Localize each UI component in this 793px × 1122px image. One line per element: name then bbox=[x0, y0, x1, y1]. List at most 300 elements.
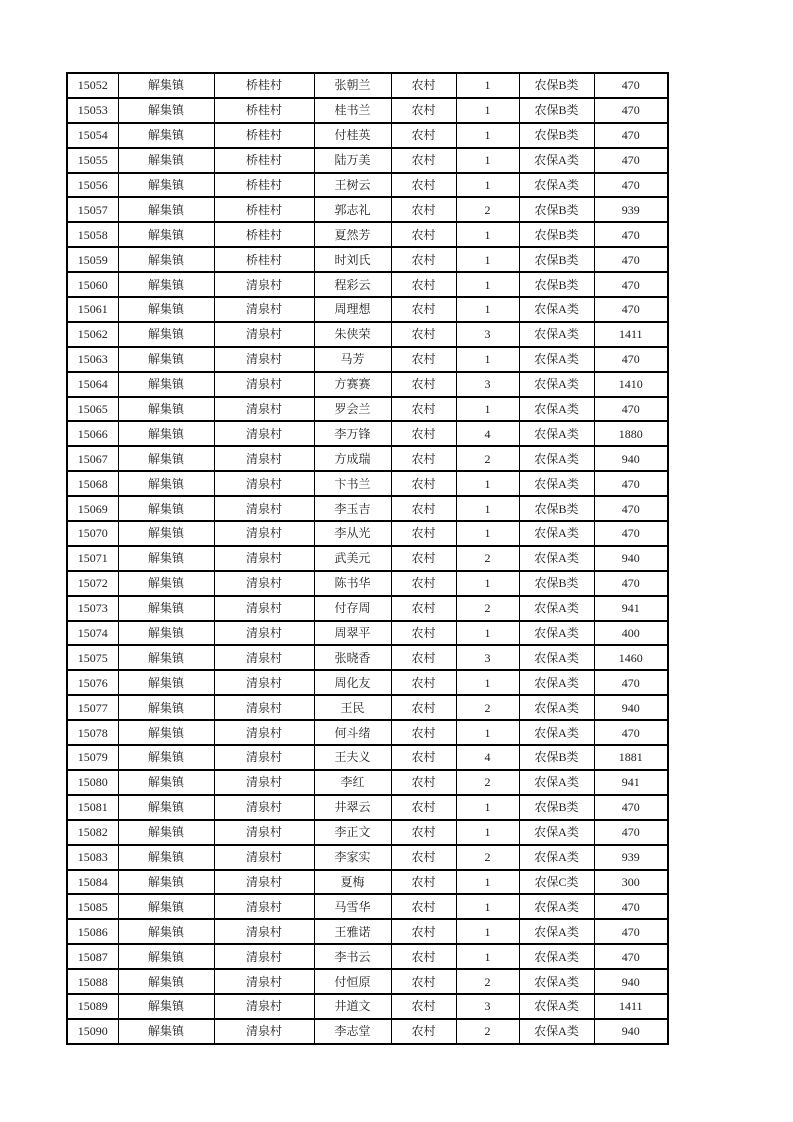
cell-record-id: 15057 bbox=[67, 197, 118, 222]
table-row bbox=[67, 98, 668, 123]
cell-record-id: 15054 bbox=[67, 123, 118, 148]
cell-person-count: 1 bbox=[456, 894, 519, 919]
cell-person-count: 1 bbox=[456, 98, 519, 123]
cell-person-count: 3 bbox=[456, 645, 519, 670]
table-row bbox=[67, 521, 668, 546]
cell-record-id: 15069 bbox=[67, 496, 118, 521]
cell-village: 清泉村 bbox=[214, 745, 314, 770]
cell-residence-type: 农村 bbox=[391, 247, 456, 272]
cell-insurance-category: 农保A类 bbox=[519, 546, 594, 571]
cell-insurance-category: 农保C类 bbox=[519, 870, 594, 895]
cell-person-name: 武美元 bbox=[314, 546, 391, 571]
cell-town: 解集镇 bbox=[118, 571, 214, 596]
cell-town: 解集镇 bbox=[118, 870, 214, 895]
cell-person-name: 王夫义 bbox=[314, 745, 391, 770]
cell-residence-type: 农村 bbox=[391, 845, 456, 870]
cell-person-name: 李红 bbox=[314, 770, 391, 795]
cell-record-id: 15055 bbox=[67, 148, 118, 173]
cell-residence-type: 农村 bbox=[391, 894, 456, 919]
cell-person-count: 1 bbox=[456, 173, 519, 198]
cell-village: 清泉村 bbox=[214, 272, 314, 297]
cell-insurance-category: 农保A类 bbox=[519, 521, 594, 546]
cell-village: 清泉村 bbox=[214, 695, 314, 720]
cell-person-count: 1 bbox=[456, 521, 519, 546]
cell-town: 解集镇 bbox=[118, 421, 214, 446]
table-row bbox=[67, 621, 668, 646]
cell-person-name: 李志堂 bbox=[314, 1019, 391, 1044]
cell-person-name: 陈书华 bbox=[314, 571, 391, 596]
cell-person-count: 1 bbox=[456, 944, 519, 969]
cell-town: 解集镇 bbox=[118, 770, 214, 795]
cell-record-id: 15062 bbox=[67, 322, 118, 347]
table-row bbox=[67, 795, 668, 820]
cell-town: 解集镇 bbox=[118, 745, 214, 770]
cell-amount: 939 bbox=[594, 197, 668, 222]
cell-insurance-category: 农保A类 bbox=[519, 770, 594, 795]
table-row bbox=[67, 272, 668, 297]
cell-insurance-category: 农保A类 bbox=[519, 1019, 594, 1044]
cell-insurance-category: 农保B类 bbox=[519, 197, 594, 222]
cell-residence-type: 农村 bbox=[391, 695, 456, 720]
cell-person-count: 2 bbox=[456, 845, 519, 870]
cell-village: 清泉村 bbox=[214, 870, 314, 895]
cell-town: 解集镇 bbox=[118, 695, 214, 720]
cell-record-id: 15076 bbox=[67, 670, 118, 695]
cell-amount: 470 bbox=[594, 471, 668, 496]
cell-village: 清泉村 bbox=[214, 347, 314, 372]
cell-village: 桥桂村 bbox=[214, 197, 314, 222]
table-row bbox=[67, 571, 668, 596]
cell-amount: 470 bbox=[594, 820, 668, 845]
cell-residence-type: 农村 bbox=[391, 297, 456, 322]
cell-residence-type: 农村 bbox=[391, 720, 456, 745]
cell-amount: 939 bbox=[594, 845, 668, 870]
cell-insurance-category: 农保B类 bbox=[519, 745, 594, 770]
cell-person-count: 4 bbox=[456, 745, 519, 770]
cell-record-id: 15089 bbox=[67, 994, 118, 1019]
cell-residence-type: 农村 bbox=[391, 173, 456, 198]
cell-amount: 470 bbox=[594, 944, 668, 969]
cell-amount: 940 bbox=[594, 969, 668, 994]
cell-town: 解集镇 bbox=[118, 272, 214, 297]
cell-town: 解集镇 bbox=[118, 372, 214, 397]
cell-person-name: 王树云 bbox=[314, 173, 391, 198]
cell-record-id: 15079 bbox=[67, 745, 118, 770]
table-row bbox=[67, 148, 668, 173]
cell-residence-type: 农村 bbox=[391, 621, 456, 646]
cell-town: 解集镇 bbox=[118, 944, 214, 969]
cell-person-count: 1 bbox=[456, 297, 519, 322]
cell-record-id: 15063 bbox=[67, 347, 118, 372]
cell-town: 解集镇 bbox=[118, 919, 214, 944]
cell-residence-type: 农村 bbox=[391, 322, 456, 347]
cell-insurance-category: 农保A类 bbox=[519, 919, 594, 944]
cell-amount: 470 bbox=[594, 173, 668, 198]
cell-person-name: 王雅诺 bbox=[314, 919, 391, 944]
cell-town: 解集镇 bbox=[118, 446, 214, 471]
table-row bbox=[67, 471, 668, 496]
cell-town: 解集镇 bbox=[118, 969, 214, 994]
cell-insurance-category: 农保A类 bbox=[519, 944, 594, 969]
cell-village: 清泉村 bbox=[214, 621, 314, 646]
table-row bbox=[67, 446, 668, 471]
cell-village: 清泉村 bbox=[214, 471, 314, 496]
cell-residence-type: 农村 bbox=[391, 471, 456, 496]
cell-town: 解集镇 bbox=[118, 621, 214, 646]
cell-person-count: 4 bbox=[456, 421, 519, 446]
cell-record-id: 15058 bbox=[67, 222, 118, 247]
cell-insurance-category: 农保B类 bbox=[519, 73, 594, 98]
cell-record-id: 15067 bbox=[67, 446, 118, 471]
cell-record-id: 15060 bbox=[67, 272, 118, 297]
cell-residence-type: 农村 bbox=[391, 870, 456, 895]
cell-person-count: 1 bbox=[456, 795, 519, 820]
cell-insurance-category: 农保A类 bbox=[519, 720, 594, 745]
cell-person-count: 1 bbox=[456, 222, 519, 247]
cell-person-count: 1 bbox=[456, 919, 519, 944]
cell-residence-type: 农村 bbox=[391, 944, 456, 969]
cell-amount: 470 bbox=[594, 347, 668, 372]
cell-amount: 470 bbox=[594, 98, 668, 123]
cell-residence-type: 农村 bbox=[391, 197, 456, 222]
table-row bbox=[67, 870, 668, 895]
cell-person-name: 陆万美 bbox=[314, 148, 391, 173]
table-row bbox=[67, 894, 668, 919]
cell-amount: 470 bbox=[594, 720, 668, 745]
cell-amount: 941 bbox=[594, 770, 668, 795]
cell-amount: 470 bbox=[594, 397, 668, 422]
cell-amount: 400 bbox=[594, 621, 668, 646]
cell-person-name: 井道文 bbox=[314, 994, 391, 1019]
cell-person-name: 夏然芳 bbox=[314, 222, 391, 247]
cell-person-count: 1 bbox=[456, 571, 519, 596]
cell-town: 解集镇 bbox=[118, 645, 214, 670]
cell-record-id: 15085 bbox=[67, 894, 118, 919]
cell-amount: 300 bbox=[594, 870, 668, 895]
cell-residence-type: 农村 bbox=[391, 994, 456, 1019]
cell-village: 桥桂村 bbox=[214, 98, 314, 123]
cell-village: 清泉村 bbox=[214, 720, 314, 745]
cell-amount: 470 bbox=[594, 247, 668, 272]
cell-record-id: 15075 bbox=[67, 645, 118, 670]
cell-amount: 1881 bbox=[594, 745, 668, 770]
cell-village: 清泉村 bbox=[214, 297, 314, 322]
cell-amount: 470 bbox=[594, 894, 668, 919]
cell-residence-type: 农村 bbox=[391, 222, 456, 247]
cell-person-count: 1 bbox=[456, 397, 519, 422]
table-row bbox=[67, 845, 668, 870]
table-row bbox=[67, 397, 668, 422]
table-row bbox=[67, 247, 668, 272]
cell-record-id: 15052 bbox=[67, 73, 118, 98]
cell-person-count: 1 bbox=[456, 148, 519, 173]
cell-person-name: 周翠平 bbox=[314, 621, 391, 646]
cell-record-id: 15088 bbox=[67, 969, 118, 994]
cell-residence-type: 农村 bbox=[391, 919, 456, 944]
cell-village: 清泉村 bbox=[214, 894, 314, 919]
cell-town: 解集镇 bbox=[118, 173, 214, 198]
cell-residence-type: 农村 bbox=[391, 645, 456, 670]
cell-town: 解集镇 bbox=[118, 994, 214, 1019]
cell-person-count: 1 bbox=[456, 870, 519, 895]
cell-village: 清泉村 bbox=[214, 446, 314, 471]
cell-insurance-category: 农保A类 bbox=[519, 695, 594, 720]
table-row bbox=[67, 73, 668, 98]
cell-residence-type: 农村 bbox=[391, 795, 456, 820]
cell-person-name: 方赛赛 bbox=[314, 372, 391, 397]
cell-town: 解集镇 bbox=[118, 148, 214, 173]
cell-person-count: 2 bbox=[456, 695, 519, 720]
cell-person-name: 方成瑞 bbox=[314, 446, 391, 471]
cell-village: 清泉村 bbox=[214, 521, 314, 546]
cell-residence-type: 农村 bbox=[391, 272, 456, 297]
cell-village: 清泉村 bbox=[214, 845, 314, 870]
cell-town: 解集镇 bbox=[118, 546, 214, 571]
cell-record-id: 15053 bbox=[67, 98, 118, 123]
table-row bbox=[67, 546, 668, 571]
cell-record-id: 15072 bbox=[67, 571, 118, 596]
cell-town: 解集镇 bbox=[118, 471, 214, 496]
cell-person-name: 付恒原 bbox=[314, 969, 391, 994]
cell-town: 解集镇 bbox=[118, 98, 214, 123]
cell-person-name: 周理想 bbox=[314, 297, 391, 322]
cell-town: 解集镇 bbox=[118, 720, 214, 745]
cell-person-name: 桂书兰 bbox=[314, 98, 391, 123]
cell-insurance-category: 农保A类 bbox=[519, 446, 594, 471]
cell-village: 清泉村 bbox=[214, 397, 314, 422]
cell-person-count: 2 bbox=[456, 1019, 519, 1044]
cell-insurance-category: 农保A类 bbox=[519, 596, 594, 621]
cell-amount: 940 bbox=[594, 546, 668, 571]
cell-village: 清泉村 bbox=[214, 322, 314, 347]
cell-town: 解集镇 bbox=[118, 521, 214, 546]
cell-person-count: 1 bbox=[456, 73, 519, 98]
cell-record-id: 15059 bbox=[67, 247, 118, 272]
cell-insurance-category: 农保A类 bbox=[519, 994, 594, 1019]
cell-person-count: 1 bbox=[456, 496, 519, 521]
cell-person-count: 2 bbox=[456, 546, 519, 571]
cell-amount: 1410 bbox=[594, 372, 668, 397]
cell-record-id: 15084 bbox=[67, 870, 118, 895]
cell-town: 解集镇 bbox=[118, 894, 214, 919]
cell-amount: 470 bbox=[594, 297, 668, 322]
table-row bbox=[67, 919, 668, 944]
cell-person-count: 2 bbox=[456, 197, 519, 222]
cell-record-id: 15056 bbox=[67, 173, 118, 198]
cell-amount: 941 bbox=[594, 596, 668, 621]
cell-town: 解集镇 bbox=[118, 297, 214, 322]
cell-person-name: 李万锋 bbox=[314, 421, 391, 446]
cell-village: 清泉村 bbox=[214, 670, 314, 695]
cell-insurance-category: 农保A类 bbox=[519, 148, 594, 173]
cell-amount: 940 bbox=[594, 695, 668, 720]
cell-town: 解集镇 bbox=[118, 795, 214, 820]
cell-village: 桥桂村 bbox=[214, 73, 314, 98]
cell-village: 清泉村 bbox=[214, 1019, 314, 1044]
cell-amount: 1880 bbox=[594, 421, 668, 446]
table-row bbox=[67, 720, 668, 745]
cell-insurance-category: 农保B类 bbox=[519, 496, 594, 521]
cell-town: 解集镇 bbox=[118, 322, 214, 347]
cell-record-id: 15083 bbox=[67, 845, 118, 870]
cell-insurance-category: 农保A类 bbox=[519, 820, 594, 845]
cell-person-count: 1 bbox=[456, 471, 519, 496]
cell-residence-type: 农村 bbox=[391, 347, 456, 372]
cell-person-name: 马芳 bbox=[314, 347, 391, 372]
cell-village: 清泉村 bbox=[214, 496, 314, 521]
cell-amount: 470 bbox=[594, 571, 668, 596]
table-row bbox=[67, 421, 668, 446]
cell-amount: 1411 bbox=[594, 994, 668, 1019]
cell-town: 解集镇 bbox=[118, 73, 214, 98]
cell-record-id: 15071 bbox=[67, 546, 118, 571]
cell-person-name: 夏梅 bbox=[314, 870, 391, 895]
cell-village: 桥桂村 bbox=[214, 222, 314, 247]
cell-person-count: 1 bbox=[456, 820, 519, 845]
cell-village: 清泉村 bbox=[214, 546, 314, 571]
cell-town: 解集镇 bbox=[118, 397, 214, 422]
cell-town: 解集镇 bbox=[118, 820, 214, 845]
cell-village: 清泉村 bbox=[214, 820, 314, 845]
table-row bbox=[67, 670, 668, 695]
cell-record-id: 15074 bbox=[67, 621, 118, 646]
cell-insurance-category: 农保A类 bbox=[519, 969, 594, 994]
cell-insurance-category: 农保B类 bbox=[519, 272, 594, 297]
cell-insurance-category: 农保B类 bbox=[519, 247, 594, 272]
cell-town: 解集镇 bbox=[118, 123, 214, 148]
cell-person-name: 程彩云 bbox=[314, 272, 391, 297]
cell-person-count: 3 bbox=[456, 994, 519, 1019]
cell-person-name: 郭志礼 bbox=[314, 197, 391, 222]
cell-person-name: 付桂英 bbox=[314, 123, 391, 148]
cell-town: 解集镇 bbox=[118, 596, 214, 621]
cell-record-id: 15066 bbox=[67, 421, 118, 446]
cell-record-id: 15078 bbox=[67, 720, 118, 745]
cell-person-count: 1 bbox=[456, 272, 519, 297]
table-row bbox=[67, 297, 668, 322]
cell-village: 清泉村 bbox=[214, 645, 314, 670]
cell-village: 清泉村 bbox=[214, 421, 314, 446]
cell-person-count: 2 bbox=[456, 770, 519, 795]
cell-village: 桥桂村 bbox=[214, 173, 314, 198]
cell-person-name: 王民 bbox=[314, 695, 391, 720]
cell-amount: 470 bbox=[594, 795, 668, 820]
table-row bbox=[67, 496, 668, 521]
cell-record-id: 15070 bbox=[67, 521, 118, 546]
cell-insurance-category: 农保A类 bbox=[519, 621, 594, 646]
cell-record-id: 15082 bbox=[67, 820, 118, 845]
table-row bbox=[67, 596, 668, 621]
cell-record-id: 15065 bbox=[67, 397, 118, 422]
cell-person-name: 马雪华 bbox=[314, 894, 391, 919]
cell-person-name: 卞书兰 bbox=[314, 471, 391, 496]
cell-person-name: 张朝兰 bbox=[314, 73, 391, 98]
cell-insurance-category: 农保A类 bbox=[519, 173, 594, 198]
cell-record-id: 15077 bbox=[67, 695, 118, 720]
table-row bbox=[67, 222, 668, 247]
cell-record-id: 15064 bbox=[67, 372, 118, 397]
cell-town: 解集镇 bbox=[118, 197, 214, 222]
cell-person-name: 周化友 bbox=[314, 670, 391, 695]
table-row bbox=[67, 347, 668, 372]
cell-person-name: 李书云 bbox=[314, 944, 391, 969]
cell-amount: 940 bbox=[594, 446, 668, 471]
cell-town: 解集镇 bbox=[118, 1019, 214, 1044]
cell-residence-type: 农村 bbox=[391, 446, 456, 471]
cell-record-id: 15068 bbox=[67, 471, 118, 496]
cell-village: 清泉村 bbox=[214, 770, 314, 795]
cell-insurance-category: 农保A类 bbox=[519, 322, 594, 347]
cell-insurance-category: 农保A类 bbox=[519, 397, 594, 422]
cell-insurance-category: 农保A类 bbox=[519, 845, 594, 870]
cell-amount: 940 bbox=[594, 1019, 668, 1044]
cell-amount: 470 bbox=[594, 148, 668, 173]
cell-amount: 1411 bbox=[594, 322, 668, 347]
cell-person-count: 1 bbox=[456, 621, 519, 646]
cell-amount: 470 bbox=[594, 222, 668, 247]
cell-person-count: 2 bbox=[456, 446, 519, 471]
cell-amount: 470 bbox=[594, 73, 668, 98]
cell-person-name: 李玉吉 bbox=[314, 496, 391, 521]
cell-person-name: 罗会兰 bbox=[314, 397, 391, 422]
cell-village: 桥桂村 bbox=[214, 247, 314, 272]
cell-insurance-category: 农保A类 bbox=[519, 421, 594, 446]
cell-person-count: 2 bbox=[456, 596, 519, 621]
cell-person-name: 朱侠荣 bbox=[314, 322, 391, 347]
cell-amount: 470 bbox=[594, 496, 668, 521]
cell-person-count: 3 bbox=[456, 322, 519, 347]
cell-insurance-category: 农保A类 bbox=[519, 372, 594, 397]
cell-insurance-category: 农保A类 bbox=[519, 670, 594, 695]
cell-town: 解集镇 bbox=[118, 247, 214, 272]
cell-town: 解集镇 bbox=[118, 222, 214, 247]
table-row bbox=[67, 969, 668, 994]
cell-amount: 1460 bbox=[594, 645, 668, 670]
cell-residence-type: 农村 bbox=[391, 421, 456, 446]
cell-record-id: 15081 bbox=[67, 795, 118, 820]
cell-person-count: 1 bbox=[456, 123, 519, 148]
cell-person-count: 1 bbox=[456, 347, 519, 372]
cell-record-id: 15090 bbox=[67, 1019, 118, 1044]
cell-insurance-category: 农保B类 bbox=[519, 98, 594, 123]
table-row bbox=[67, 770, 668, 795]
cell-person-count: 1 bbox=[456, 247, 519, 272]
cell-amount: 470 bbox=[594, 919, 668, 944]
cell-residence-type: 农村 bbox=[391, 397, 456, 422]
cell-village: 清泉村 bbox=[214, 919, 314, 944]
table-row bbox=[67, 372, 668, 397]
table-row bbox=[67, 197, 668, 222]
cell-residence-type: 农村 bbox=[391, 148, 456, 173]
cell-amount: 470 bbox=[594, 670, 668, 695]
table-body bbox=[67, 73, 668, 1044]
table-row bbox=[67, 745, 668, 770]
cell-residence-type: 农村 bbox=[391, 521, 456, 546]
cell-person-name: 李正文 bbox=[314, 820, 391, 845]
cell-village: 清泉村 bbox=[214, 969, 314, 994]
table-row bbox=[67, 173, 668, 198]
cell-residence-type: 农村 bbox=[391, 596, 456, 621]
cell-person-name: 何斗绪 bbox=[314, 720, 391, 745]
table-row bbox=[67, 944, 668, 969]
cell-village: 清泉村 bbox=[214, 795, 314, 820]
cell-village: 桥桂村 bbox=[214, 123, 314, 148]
cell-amount: 470 bbox=[594, 521, 668, 546]
cell-person-name: 井翠云 bbox=[314, 795, 391, 820]
table-row bbox=[67, 1019, 668, 1044]
cell-person-name: 付存周 bbox=[314, 596, 391, 621]
cell-record-id: 15080 bbox=[67, 770, 118, 795]
